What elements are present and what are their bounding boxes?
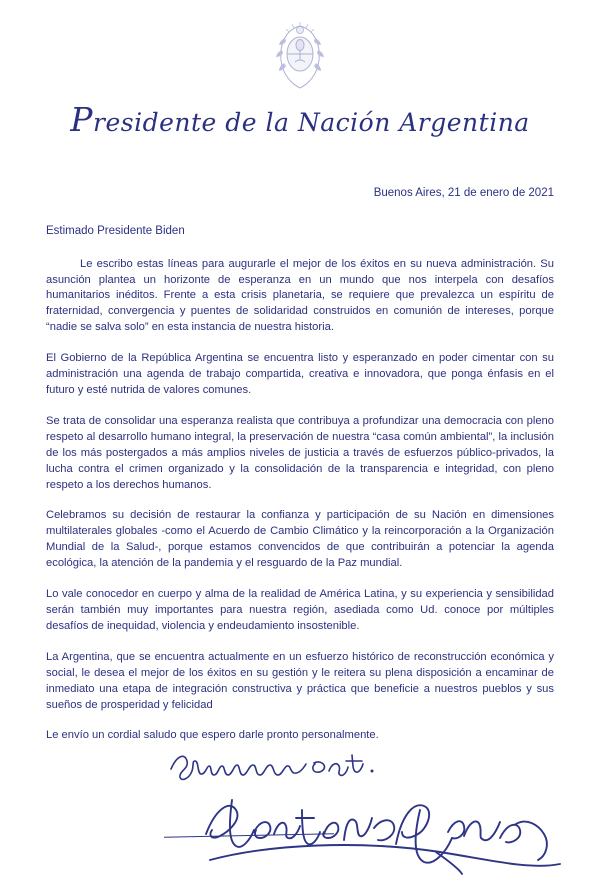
letterhead-title-initial: P: [70, 100, 94, 139]
dateline: Buenos Aires, 21 de enero de 2021: [373, 187, 554, 199]
paragraph: Se trata de consolidar una esperanza realista que contribuya a profundizar una democracia con pleno respeto al desarrollo humano integral, la preservación de nuestra “casa común ambiental”, la inclusión de los más postergados a más amplios niveles de justicia a través de esfuerzos público-privados, la lucha contra el crimen organizado y la consolidación de la transparencia e integridad, con pleno respeto a los derechos humanos.: [46, 414, 554, 491]
paragraph: Lo vale conocedor en cuerpo y alma de la realidad de América Latina, y su experiencia y sensibilidad serán también muy importantes para nuestra región, asediada como Ud. conoce por múltiples desafíos de inequidad, violencia y endeudamiento insostenible.: [46, 588, 554, 632]
paragraph: Celebramos su decisión de restaurar la confianza y participación de su Nación en dimensiones multilaterales globales -como el Acuerdo de Cambio Climático y la reincorporación a la Organización Mundial de la Salud-, porque estamos convencidos de que contribuirán a potenciar la agenda ecológica, la atención de la pandemia y el resguardo de la Paz mundial.: [46, 509, 554, 570]
letterhead-title: [0, 100, 600, 139]
paragraph: La Argentina, que se encuentra actualmente en un esfuerzo histórico de reconstrucción económica y social, le desea el mejor de los éxitos en su gestión y le reitera su plena disposición a encaminar de inmediato una etapa de integración constructiva y práctica que beneficie a nuestros pueblos y sus sueños de prosperidad y felicidad: [46, 650, 554, 711]
argentina-national-coat-of-arms-icon: [270, 18, 330, 90]
salutation: Estimado Presidente Biden: [46, 225, 185, 238]
handwritten-closing-signature: [166, 735, 416, 785]
letterhead-title-rest: residente de la Nación Argentina: [93, 108, 530, 137]
signature-block: [46, 735, 554, 875]
paragraph: Le escribo estas líneas para augurarle el mejor de los éxitos en su nueva administración. Su asunción plantea un horizonte de esperanza en un mundo que nos interpela con desafíos humanitarios inéditos. Frente a esta crisis planetaria, se requiere que prevalezca un espíritu de fraternidad, convergencia y puentes de solidaridad construidos en comunión de intereses, porque “nadie se salva solo” en esta instancia de nuestra historia.: [46, 257, 554, 334]
closing-line: Le envío un cordial saludo que espero darle pronto personalmente.: [46, 729, 379, 742]
handwritten-name-signature: [196, 790, 576, 875]
letter-body: [46, 185, 554, 744]
paragraph: El Gobierno de la República Argentina se encuentra listo y esperanzado en poder cimentar con su administración una agenda de trabajo compartida, creativa e innovadora, que ponga énfasis en el futuro y esté nutrida de valores comunes.: [46, 352, 554, 396]
